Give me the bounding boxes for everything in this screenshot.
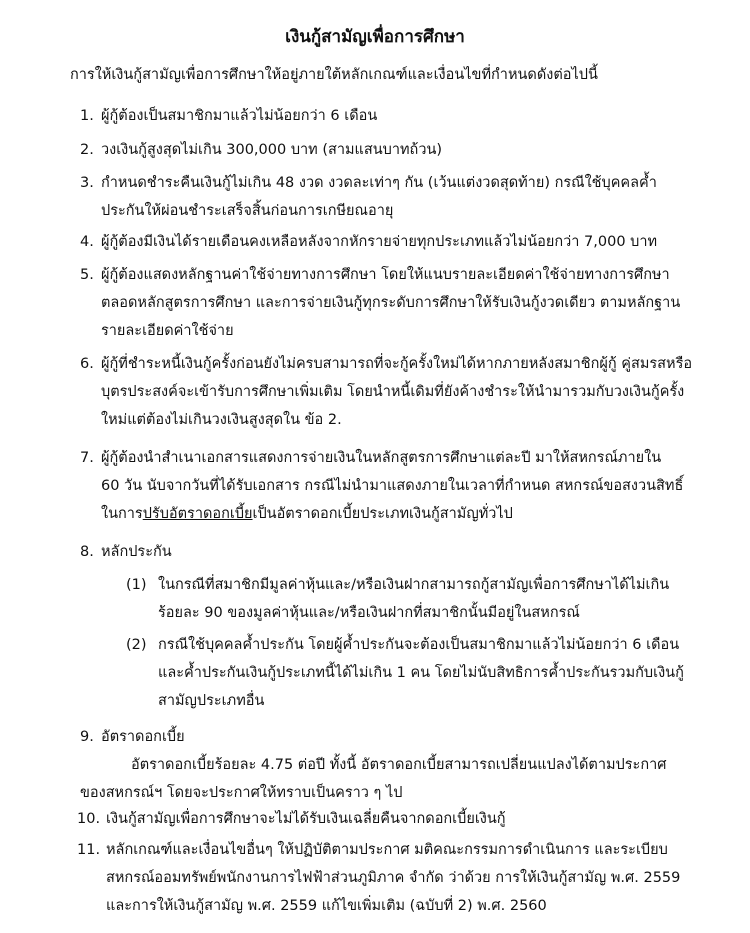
item-text: กำหนดชำระคืนเงินกู้ไม่เกิน 48 งวด งวดละเท่าๆ กัน (เว้นแต่งวดสุดท้าย) กรณีใช้บุคคลค้ำ bbox=[101, 175, 657, 191]
sub-item-text: ในกรณีที่สมาชิกมีมูลค่าหุ้นและ/หรือเงินฝากสามารถกู้สามัญเพื่อการศึกษาได้ไม่เกิน bbox=[158, 577, 670, 593]
item-number: 11. bbox=[77, 842, 101, 858]
item-number: 7. bbox=[80, 450, 94, 466]
item-heading: อัตราดอกเบี้ย bbox=[101, 729, 185, 745]
item-text: รายละเอียดค่าใช้จ่าย bbox=[101, 323, 234, 339]
sub-item-number: (2) bbox=[126, 637, 147, 653]
item-text: ผู้กู้ต้องนำสำเนาเอกสารแสดงการจ่ายเงินในหลักสูตรการศึกษาแต่ละปี มาให้สหกรณ์ภายใน bbox=[101, 450, 662, 466]
item-text: วงเงินกู้สูงสุดไม่เกิน 300,000 บาท (สามแสนบาทถ้วน) bbox=[101, 142, 443, 158]
item-number: 8. bbox=[80, 544, 94, 560]
item-text: ผู้กู้ต้องมีเงินได้รายเดือนคงเหลือหลังจากหักรายจ่ายทุกประเภทแล้วไม่น้อยกว่า 7,000 บาท bbox=[101, 234, 658, 250]
item-number: 1. bbox=[80, 108, 94, 124]
item-number: 6. bbox=[80, 356, 94, 372]
sub-item-text: และค้ำประกันเงินกู้ประเภทนี้ได้ไม่เกิน 1 คน โดยไม่นับสิทธิการค้ำประกันรวมกับเงินกู้ bbox=[158, 665, 684, 681]
item-heading: หลักประกัน bbox=[101, 544, 172, 560]
item-number: 3. bbox=[80, 175, 94, 191]
text-segment: เป็นอัตราดอกเบี้ยประเภทเงินกู้สามัญทั่วไป bbox=[252, 506, 513, 522]
item-number: 4. bbox=[80, 234, 94, 250]
item-text: เงินกู้สามัญเพื่อการศึกษาจะไม่ได้รับเงินเฉลี่ยคืนจากดอกเบี้ยเงินกู้ bbox=[106, 811, 506, 827]
item-text: สหกรณ์ออมทรัพย์พนักงานการไฟฟ้าส่วนภูมิภาค จำกัด ว่าด้วย การให้เงินกู้สามัญ พ.ศ. 2559 bbox=[106, 870, 681, 886]
paragraph-text: อัตราดอกเบี้ยร้อยละ 4.75 ต่อปี ทั้งนี้ อัตราดอกเบี้ยสามารถเปลี่ยนแปลงได้ตามประกาศ bbox=[131, 757, 667, 773]
item-number: 10. bbox=[77, 811, 101, 827]
sub-item-text: สามัญประเภทอื่น bbox=[158, 693, 265, 709]
item-text: หลักเกณฑ์และเงื่อนไขอื่นๆ ให้ปฏิบัติตามประกาศ มติคณะกรรมการดำเนินการ และระเบียบ bbox=[106, 842, 668, 858]
item-text: ตลอดหลักสูตรการศึกษา และการจ่ายเงินกู้ทุกระดับการศึกษาให้รับเงินกู้งวดเดียว ตามหลักฐาน bbox=[101, 295, 681, 311]
item-number: 9. bbox=[80, 729, 94, 745]
text-segment: ในการ bbox=[101, 506, 143, 522]
item-text: ผู้กู้ต้องแสดงหลักฐานค่าใช้จ่ายทางการศึกษา โดยให้แนบรายละเอียดค่าใช้จ่ายทางการศึกษา bbox=[101, 267, 670, 283]
document-title: เงินกู้สามัญเพื่อการศึกษา bbox=[285, 27, 465, 47]
paragraph-text: ของสหกรณ์ฯ โดยจะประกาศให้ทราบเป็นคราว ๆ ไป bbox=[80, 785, 403, 801]
sub-item-text: ร้อยละ 90 ของมูลค่าหุ้นและ/หรือเงินฝากที่สมาชิกนั้นมีอยู่ในสหกรณ์ bbox=[158, 605, 580, 621]
sub-item-text: กรณีใช้บุคคลค้ำประกัน โดยผู้ค้ำประกันจะต้องเป็นสมาชิกมาแล้วไม่น้อยกว่า 6 เดือน bbox=[158, 637, 680, 653]
intro-text: การให้เงินกู้สามัญเพื่อการศึกษาให้อยู่ภายใต้หลักเกณฑ์และเงื่อนไขที่กำหนดดังต่อไปนี้ bbox=[70, 67, 598, 83]
item-text: และการให้เงินกู้สามัญ พ.ศ. 2559 แก้ไขเพิ่มเติม (ฉบับที่ 2) พ.ศ. 2560 bbox=[106, 898, 547, 914]
item-text: ใหม่แต่ต้องไม่เกินวงเงินสูงสุดใน ข้อ 2. bbox=[101, 412, 342, 428]
item-text: บุตรประสงค์จะเข้ารับการศึกษาเพิ่มเติม โดยนำหนี้เดิมที่ยังค้างชำระให้นำมารวมกับวงเงินกู้ครั้ง bbox=[101, 384, 685, 400]
item-text: ผู้กู้ต้องเป็นสมาชิกมาแล้วไม่น้อยกว่า 6 เดือน bbox=[101, 108, 378, 124]
item-text-last bbox=[101, 500, 721, 528]
underlined-text: ปรับอัตราดอกเบี้ย bbox=[142, 506, 253, 522]
item-text: ผู้กู้ที่ชำระหนี้เงินกู้ครั้งก่อนยังไม่ครบสามารถที่จะกู้ครั้งใหม่ได้หากภายหลังสมาชิกผู้กู้ คู่สมรสหรือ bbox=[101, 356, 693, 372]
item-text: ประกันให้ผ่อนชำระเสร็จสิ้นก่อนการเกษียณอายุ bbox=[101, 203, 394, 219]
item-number: 2. bbox=[80, 142, 94, 158]
item-text: 60 วัน นับจากวันที่ได้รับเอกสาร กรณีไม่นำมาแสดงภายในเวลาที่กำหนด สหกรณ์ขอสงวนสิทธิ์ bbox=[101, 478, 684, 494]
sub-item-number: (1) bbox=[126, 577, 147, 593]
item-number: 5. bbox=[80, 267, 94, 283]
